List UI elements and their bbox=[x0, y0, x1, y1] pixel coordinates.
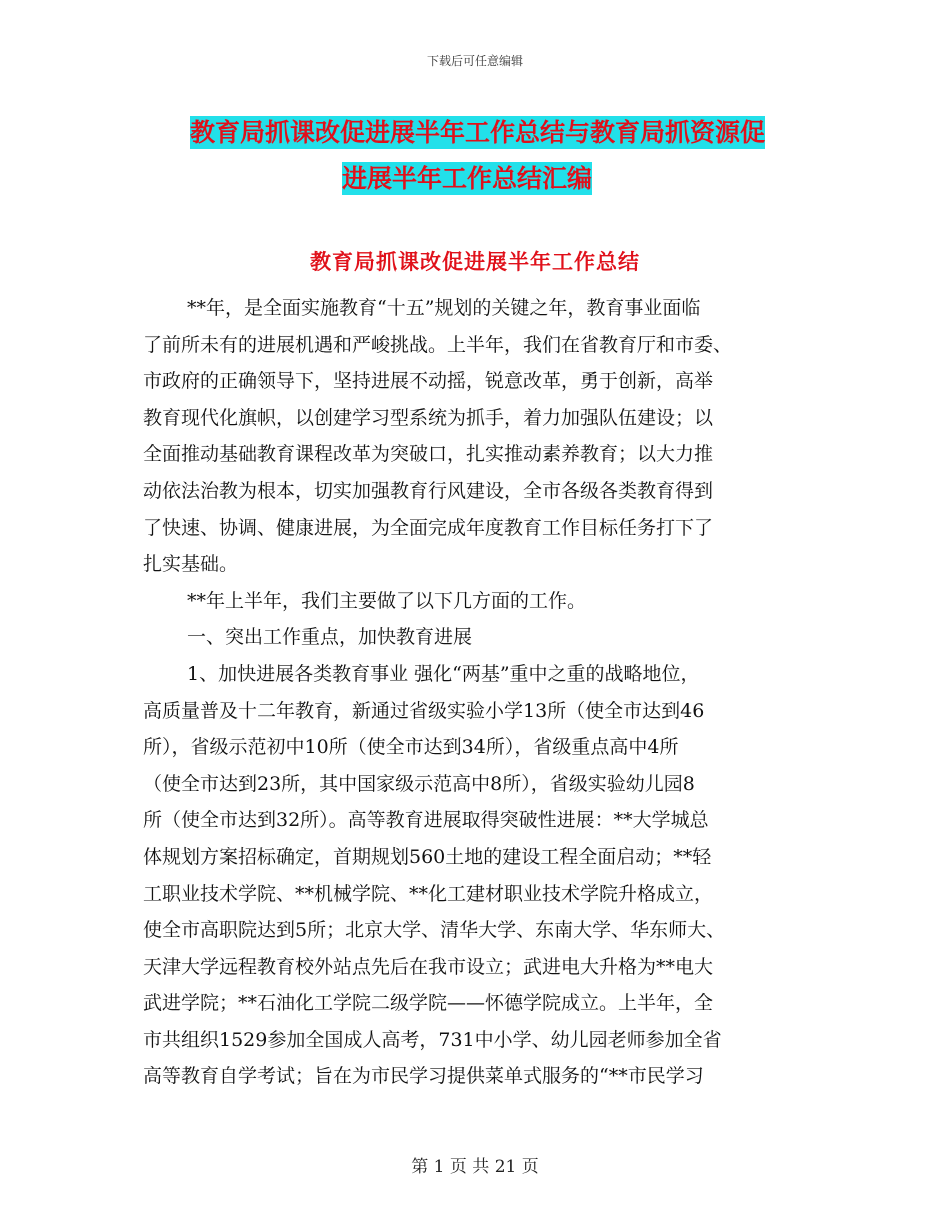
paragraph-line: 教育现代化旗帜，以创建学习型系统为抓手，着力加强队伍建设；以 bbox=[143, 406, 714, 429]
paragraph-line: 工职业技术学院、**机械学院、**化工建材职业技术学院升格成立， bbox=[143, 882, 714, 905]
body-text bbox=[143, 290, 803, 1095]
paragraph-line: 全面推动基础教育课程改革为突破口，扎实推动素养教育；以大力推 bbox=[143, 443, 714, 466]
paragraph-line: **年上半年，我们主要做了以下几方面的工作。 bbox=[187, 589, 587, 612]
paragraph-line: 高等教育自学考试；旨在为市民学习提供菜单式服务的“**市民学习 bbox=[143, 1065, 704, 1088]
page-header: 下载后可任意编辑 bbox=[426, 54, 523, 68]
paragraph-line: 扎实基础。 bbox=[143, 553, 239, 576]
paragraph-line: 所），省级示范初中10所（使全市达到34所），省级重点高中4所 bbox=[143, 736, 679, 759]
paragraph-line: 了前所未有的进展机遇和严峻挑战。上半年，我们在省教育厅和市委、 bbox=[143, 333, 733, 356]
paragraph-line: 市共组织1529参加全国成人高考，731中小学、幼儿园老师参加全省 bbox=[143, 1028, 722, 1051]
document-title bbox=[190, 110, 830, 202]
title-line-1 bbox=[190, 110, 830, 156]
paragraph-line: 所（使全市达到32所）。高等教育进展取得突破性进展：**大学城总 bbox=[143, 809, 709, 832]
paragraph-line: 武进学院；**石油化工学院二级学院——怀德学院成立。上半年，全 bbox=[143, 992, 714, 1015]
title-line-1-text: 教育局抓课改促进展半年工作总结与教育局抓资源促 bbox=[190, 118, 766, 147]
paragraph-line: **年，是全面实施教育“十五”规划的关键之年，教育事业面临 bbox=[187, 297, 701, 319]
page-footer: 第 1 页 共 21 页 bbox=[411, 1157, 539, 1177]
title-line-2 bbox=[190, 156, 830, 202]
paragraph-line: 高质量普及十二年教育，新通过省级实验小学13所（使全市达到46 bbox=[143, 699, 705, 722]
section-title: 教育局抓课改促进展半年工作总结 bbox=[310, 250, 640, 274]
title-line-2-text: 进展半年工作总结汇编 bbox=[342, 164, 593, 193]
paragraph-line: 使全市高职院达到5所；北京大学、清华大学、东南大学、华东师大、 bbox=[143, 919, 726, 942]
section-heading: 一、突出工作重点，加快教育进展 bbox=[187, 626, 473, 649]
paragraph-line: 了快速、协调、健康进展，为全面完成年度教育工作目标任务打下了 bbox=[143, 516, 714, 539]
paragraph-line: （使全市达到23所，其中国家级示范高中8所），省级实验幼儿园8 bbox=[143, 772, 695, 795]
paragraph-line: 市政府的正确领导下，坚持进展不动摇，锐意改革，勇于创新，高举 bbox=[143, 370, 714, 393]
paragraph-line: 天津大学远程教育校外站点先后在我市设立；武进电大升格为**电大 bbox=[143, 955, 714, 978]
paragraph-line: 体规划方案招标确定，首期规划560土地的建设工程全面启动；**轻 bbox=[143, 845, 712, 868]
paragraph-line: 1、加快进展各类教育事业 强化“两基”重中之重的战略地位， bbox=[187, 662, 700, 685]
paragraph-line: 动依法治教为根本，切实加强教育行风建设，全市各级各类教育得到 bbox=[143, 479, 714, 502]
